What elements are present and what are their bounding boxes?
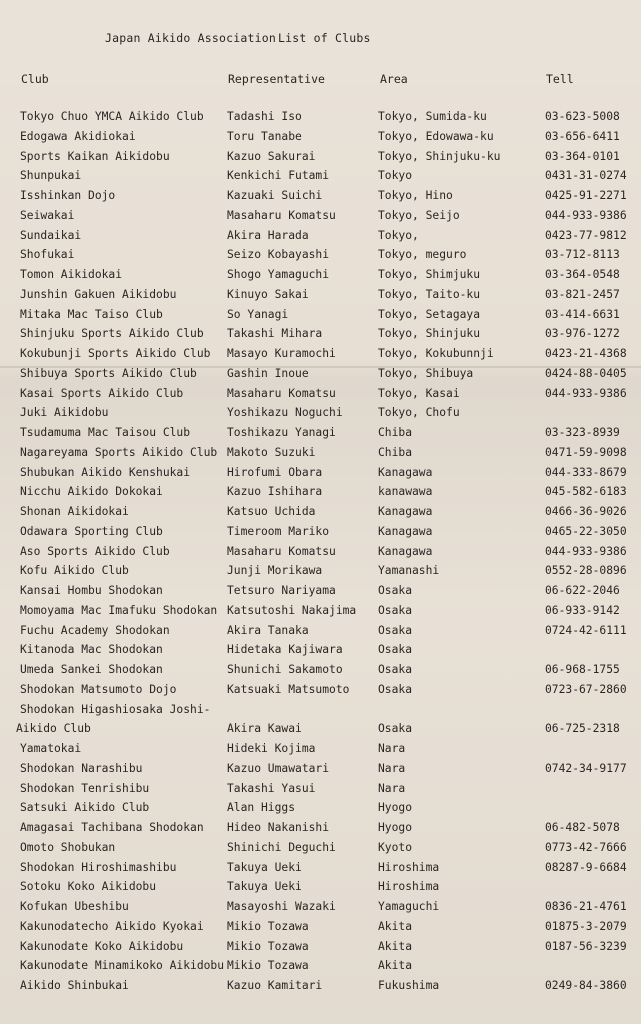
table-row (0, 444, 641, 464)
table-row (0, 266, 641, 286)
club-name: Sotoku Koko Aikidobu (20, 880, 157, 894)
representative-name: So Yanagi (227, 307, 289, 321)
table-row (0, 878, 641, 898)
table-row (0, 503, 641, 523)
area-name: Tokyo, Kasai (378, 386, 460, 400)
telephone-number: 06-725-2318 (545, 722, 620, 736)
table-row (0, 562, 641, 582)
club-name: Sundaikai (20, 228, 82, 242)
club-name: Tsudamuma Mac Taisou Club (20, 426, 191, 439)
area-name: Nara (378, 781, 406, 795)
area-name: Tokyo, Edowawa-ku (378, 129, 494, 143)
area-name: Hyogo (378, 801, 413, 815)
telephone-number: 03-656-6411 (545, 129, 620, 143)
representative-name: Kazuaki Suichi (227, 189, 323, 202)
table-row (0, 207, 641, 227)
area-name: Yamanashi (378, 564, 440, 578)
representative-name: Toshikazu Yanagi (227, 426, 336, 439)
club-name: Nagareyama Sports Aikido Club (20, 445, 218, 459)
telephone-number: 03-976-1272 (545, 327, 620, 341)
representative-name: Kinuyo Sakai (227, 287, 309, 301)
telephone-number: 0465-22-3050 (545, 524, 627, 538)
representative-name: Masaharu Komatsu (227, 208, 336, 222)
telephone-number: 0431-31-0274 (545, 169, 627, 183)
representative-name: Toru Tanabe (227, 129, 302, 143)
club-name: Amagasai Tachibana Shodokan (20, 821, 204, 834)
table-row (0, 306, 641, 326)
area-name: Tokyo (378, 169, 413, 183)
telephone-number: 08287-9-6684 (545, 860, 627, 874)
telephone-number: 03-712-8113 (545, 248, 620, 262)
area-name: Tokyo, Shimjuku (378, 268, 481, 281)
telephone-number: 03-364-0548 (545, 268, 620, 281)
representative-name: Akira Harada (227, 228, 309, 242)
representative-name: Mikio Tozawa (227, 939, 309, 953)
area-name: Fukushima (378, 979, 440, 992)
representative-name: Kazuo Sakurai (227, 149, 316, 163)
representative-name: Mikio Tozawa (227, 959, 309, 973)
club-name: Isshinkan Dojo (20, 189, 116, 202)
club-list (0, 108, 641, 997)
table-row (0, 720, 641, 740)
table-row (0, 839, 641, 859)
telephone-number: 06-968-1755 (545, 663, 620, 676)
club-name: Kitanoda Mac Shodokan (20, 643, 163, 657)
column-header-representative: Representative (228, 72, 325, 86)
club-name: Kofu Aikido Club (20, 564, 129, 578)
area-name: Osaka (378, 722, 413, 736)
telephone-number: 0773-42-7666 (545, 840, 627, 854)
table-row (0, 938, 641, 958)
club-name: Nicchu Aikido Dokokai (20, 485, 163, 499)
table-row (0, 977, 641, 997)
table-row (0, 424, 641, 444)
club-name: Shibuya Sports Aikido Club (20, 366, 197, 380)
telephone-number: 0742-34-9177 (545, 761, 627, 775)
telephone-number: 0724-42-6111 (545, 623, 627, 637)
telephone-number: 0423-77-9812 (545, 228, 627, 242)
table-row (0, 286, 641, 306)
table-row (0, 523, 641, 543)
table-row (0, 128, 641, 148)
club-name: Shofukai (20, 248, 75, 262)
club-name: Kakunodatecho Aikido Kyokai (20, 919, 204, 933)
area-name: Hyogo (378, 821, 413, 834)
area-name: Akita (378, 939, 413, 953)
table-row (0, 602, 641, 622)
representative-name: Alan Higgs (227, 801, 296, 815)
representative-name: Akira Tanaka (227, 623, 309, 637)
table-row (0, 543, 641, 563)
telephone-number: 0425-91-2271 (545, 189, 627, 202)
table-row (0, 622, 641, 642)
representative-name: Takashi Yasui (227, 781, 316, 795)
table-row (0, 957, 641, 977)
telephone-number: 03-414-6631 (545, 307, 620, 321)
area-name: Tokyo, Hino (378, 189, 453, 202)
representative-name: Hideki Kojima (227, 742, 316, 755)
table-row (0, 345, 641, 365)
area-name: Tokyo, Sumida-ku (378, 110, 487, 123)
club-name: Juki Aikidobu (20, 406, 109, 420)
representative-name: Mikio Tozawa (227, 919, 309, 933)
telephone-number: 044-933-9386 (545, 208, 627, 222)
telephone-number: 0836-21-4761 (545, 900, 627, 913)
telephone-number: 0187-56-3239 (545, 939, 627, 953)
area-name: Tokyo, Taito-ku (378, 287, 481, 301)
club-name: Mitaka Mac Taiso Club (20, 307, 163, 321)
area-name: Tokyo, Shibuya (378, 366, 474, 380)
telephone-number: 0552-28-0896 (545, 564, 627, 578)
table-row (0, 819, 641, 839)
representative-name: Tadashi Iso (227, 110, 302, 123)
club-name: Kasai Sports Aikido Club (20, 386, 184, 400)
area-name: Hiroshima (378, 860, 440, 874)
representative-name: Masayoshi Wazaki (227, 900, 336, 913)
club-name: Shunpukai (20, 169, 82, 183)
telephone-number: 03-364-0101 (545, 149, 620, 163)
area-name: Chiba (378, 426, 413, 439)
area-name: Osaka (378, 603, 413, 617)
area-name: Hiroshima (378, 880, 440, 894)
area-name: Tokyo, Shinjuku (378, 327, 481, 341)
area-name: Tokyo, Setagaya (378, 307, 481, 321)
table-row (0, 187, 641, 207)
club-name: Shinjuku Sports Aikido Club (20, 327, 204, 341)
representative-name: Kenkichi Futami (227, 169, 330, 183)
representative-name: Takuya Ueki (227, 860, 302, 874)
table-row (0, 167, 641, 187)
telephone-number: 0423-21-4368 (545, 347, 627, 360)
table-row (0, 325, 641, 345)
table-row (0, 483, 641, 503)
club-name: Fuchu Academy Shodokan (20, 623, 170, 637)
area-name: Tokyo, (378, 228, 419, 242)
table-row (0, 404, 641, 424)
area-name: Nara (378, 742, 406, 755)
area-name: Tokyo, Chofu (378, 406, 460, 420)
table-row (0, 582, 641, 602)
area-name: Tokyo, Seijo (378, 208, 460, 222)
representative-name: Katsutoshi Nakajima (227, 603, 357, 617)
representative-name: Kazuo Kamitari (227, 979, 323, 992)
representative-name: Shunichi Sakamoto (227, 663, 343, 676)
club-name: Seiwakai (20, 208, 75, 222)
club-name: Tokyo Chuo YMCA Aikido Club (20, 110, 204, 123)
area-name: Yamaguchi (378, 900, 440, 913)
representative-name: Kazuo Ishihara (227, 485, 323, 499)
club-name: Aikido Club (16, 722, 91, 736)
area-name: Osaka (378, 682, 413, 696)
club-name: Shodokan Tenrishibu (20, 781, 150, 795)
table-row (0, 918, 641, 938)
area-name: Kanagawa (378, 544, 433, 558)
telephone-number: 06-482-5078 (545, 821, 620, 834)
table-row (0, 760, 641, 780)
telephone-number: 0249-84-3860 (545, 979, 627, 992)
telephone-number: 0424-88-0405 (545, 366, 627, 380)
club-name: Satsuki Aikido Club (20, 801, 150, 815)
area-name: Nara (378, 761, 406, 775)
area-name: Tokyo, Shinjuku-ku (378, 149, 501, 163)
area-name: Akita (378, 959, 413, 973)
table-row (0, 464, 641, 484)
club-name: Odawara Sporting Club (20, 524, 163, 538)
representative-name: Hirofumi Obara (227, 465, 323, 479)
club-name: Kokubunji Sports Aikido Club (20, 347, 211, 360)
representative-name: Masaharu Komatsu (227, 386, 336, 400)
club-name: Umeda Sankei Shodokan (20, 663, 163, 676)
area-name: Kanagawa (378, 505, 433, 518)
club-name: Aso Sports Aikido Club (20, 544, 170, 558)
column-header-tel: Tell (546, 72, 574, 86)
club-name: Momoyama Mac Imafuku Shodokan (20, 603, 218, 617)
column-header-area: Area (380, 72, 408, 86)
table-row (0, 898, 641, 918)
club-name: Kakunodate Koko Aikidobu (20, 939, 184, 953)
club-name: Kansai Hombu Shodokan (20, 584, 163, 597)
representative-name: Yoshikazu Noguchi (227, 406, 343, 420)
club-name: Omoto Shobukan (20, 840, 116, 854)
table-row (0, 681, 641, 701)
table-row (0, 661, 641, 681)
telephone-number: 03-821-2457 (545, 287, 620, 301)
table-row (0, 385, 641, 405)
representative-name: Katsuaki Matsumoto (227, 682, 350, 696)
club-name: Shodokan Matsumoto Dojo (20, 682, 177, 696)
telephone-number: 044-333-8679 (545, 465, 627, 479)
area-name: Kanagawa (378, 465, 433, 479)
representative-name: Kazuo Umawatari (227, 761, 330, 775)
telephone-number: 045-582-6183 (545, 485, 627, 499)
area-name: Osaka (378, 623, 413, 637)
table-row (0, 148, 641, 168)
telephone-number: 0723-67-2860 (545, 682, 627, 696)
area-name: Osaka (378, 663, 413, 676)
table-row (0, 246, 641, 266)
club-name: Kakunodate Minamikoko Aikidobu (20, 959, 225, 973)
table-row (0, 740, 641, 760)
area-name: Osaka (378, 643, 413, 657)
club-name: Shodokan Higashiosaka Joshi- (20, 702, 211, 716)
table-row (0, 108, 641, 128)
table-row (0, 641, 641, 661)
association-name: Japan Aikido Association (105, 31, 276, 45)
representative-name: Masaharu Komatsu (227, 544, 336, 558)
club-name: Edogawa Akidiokai (20, 129, 136, 143)
club-name: Shodokan Hiroshimashibu (20, 860, 177, 874)
representative-name: Tetsuro Nariyama (227, 584, 336, 597)
telephone-number: 06-622-2046 (545, 584, 620, 597)
telephone-number: 0471-59-9098 (545, 445, 627, 459)
telephone-number: 044-933-9386 (545, 386, 627, 400)
club-name: Sports Kaikan Aikidobu (20, 149, 170, 163)
representative-name: Hidetaka Kajiwara (227, 643, 343, 657)
area-name: Kyoto (378, 840, 413, 854)
area-name: Kanagawa (378, 524, 433, 538)
representative-name: Seizo Kobayashi (227, 248, 330, 262)
telephone-number: 03-323-8939 (545, 426, 620, 439)
representative-name: Makoto Suzuki (227, 445, 316, 459)
club-name: Aikido Shinbukai (20, 979, 129, 992)
area-name: Osaka (378, 584, 413, 597)
telephone-number: 01875-3-2079 (545, 919, 627, 933)
representative-name: Takuya Ueki (227, 880, 302, 894)
club-name: Kofukan Ubeshibu (20, 900, 129, 913)
column-header-club: Club (21, 72, 49, 86)
club-name: Tomon Aikidokai (20, 268, 123, 281)
club-name: Shonan Aikidokai (20, 505, 129, 518)
telephone-number: 044-933-9386 (545, 544, 627, 558)
club-name: Shodokan Narashibu (20, 761, 143, 775)
area-name: Tokyo, Kokubunnji (378, 347, 494, 360)
area-name: Chiba (378, 445, 413, 459)
representative-name: Gashin Inoue (227, 366, 309, 380)
representative-name: Masayo Kuramochi (227, 347, 336, 360)
representative-name: Shinichi Deguchi (227, 840, 336, 854)
area-name: Tokyo, meguro (378, 248, 467, 262)
representative-name: Katsuo Uchida (227, 505, 316, 518)
representative-name: Hideo Nakanishi (227, 821, 330, 834)
table-row (0, 859, 641, 879)
table-row (0, 701, 641, 721)
club-name: Junshin Gakuen Aikidobu (20, 287, 177, 301)
table-row (0, 780, 641, 800)
representative-name: Shogo Yamaguchi (227, 268, 330, 281)
telephone-number: 06-933-9142 (545, 603, 620, 617)
club-name: Yamatokai (20, 742, 82, 755)
area-name: kanawawa (378, 485, 433, 499)
representative-name: Takashi Mihara (227, 327, 323, 341)
table-row (0, 227, 641, 247)
representative-name: Timeroom Mariko (227, 524, 330, 538)
table-row (0, 799, 641, 819)
club-name: Shubukan Aikido Kenshukai (20, 465, 191, 479)
document-title: List of Clubs (278, 31, 371, 45)
telephone-number: 0466-36-9026 (545, 505, 627, 518)
representative-name: Akira Kawai (227, 722, 302, 736)
telephone-number: 03-623-5008 (545, 110, 620, 123)
area-name: Akita (378, 919, 413, 933)
table-row (0, 365, 641, 385)
representative-name: Junji Morikawa (227, 564, 323, 578)
